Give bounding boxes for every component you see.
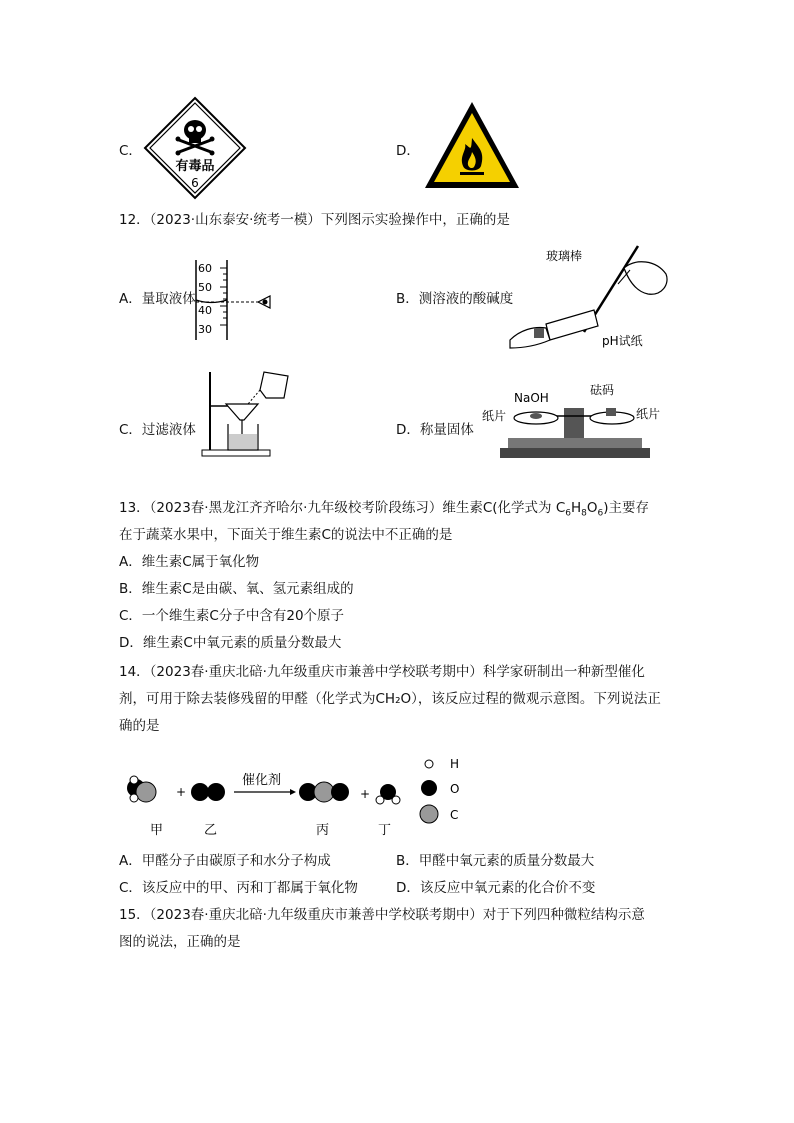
molecule-label: 甲: [150, 823, 164, 838]
q14-option-b: B．甲醛中氧元素的质量分数最大: [396, 853, 595, 869]
q13-option-d: D．维生素C中氧元素的质量分数最大: [119, 635, 342, 651]
carbon-dioxide-molecule: [299, 782, 349, 802]
filtration-figure: [200, 366, 300, 458]
naoh-label: NaOH: [514, 391, 549, 405]
eye-icon: [258, 296, 270, 308]
q13-stem-line2: 在于蔬菜水果中，下面关于维生素C的说法中不正确的是: [119, 527, 453, 543]
cylinder-tick-label: 60: [198, 262, 212, 275]
legend-label: H: [450, 757, 460, 771]
q14-option-d: D．该反应中氧元素的化合价不变: [396, 880, 596, 896]
cylinder-tick-label: 50: [198, 281, 212, 294]
q14-stem-line1: 14．（2023春·重庆北碚·九年级重庆市兼善中学校联考期中）科学家研制出一种新型催化: [119, 664, 645, 680]
balance-figure: [478, 378, 678, 464]
oxygen-molecule: [191, 783, 225, 801]
toxic-hazard-sign: [143, 96, 247, 200]
q13-option-c: C．一个维生素C分子中含有20个原子: [119, 608, 345, 624]
molecule-label: 丙: [316, 823, 330, 838]
q14-option-a: A．甲醛分子由碳原子和水分子构成: [119, 853, 331, 869]
flammable-warning-sign: [423, 100, 521, 192]
ph-paper-label: pH试纸: [602, 334, 643, 348]
q12-option-a: A．量取液体: [119, 291, 196, 307]
reaction-diagram: [120, 752, 480, 844]
q14-stem-line2: 剂，可用于除去装修残留的甲醛（化学式为CH₂O），该反应过程的微观示意图。下列说法正: [119, 691, 661, 707]
paper-left-label: 纸片: [482, 409, 507, 423]
glass-rod-label: 玻璃棒: [546, 249, 583, 263]
q14-option-c: C．该反应中的甲、丙和丁都属于氧化物: [119, 880, 358, 896]
cylinder-tick-label: 40: [198, 304, 212, 317]
plus-sign: +: [360, 787, 371, 801]
plus-sign: +: [176, 785, 187, 799]
legend-label: O: [450, 782, 460, 796]
paper-right-label: 纸片: [636, 407, 661, 421]
water-molecule: [376, 784, 400, 804]
cylinder-tick-label: 30: [198, 323, 212, 336]
molecule-label: 乙: [204, 823, 218, 838]
q12-stem: 12．（2023·山东泰安·统考一模）下列图示实验操作中，正确的是: [119, 212, 510, 228]
formaldehyde-molecule: [127, 776, 156, 802]
q12-option-c: C．过滤液体: [119, 422, 196, 438]
q12-option-d: D．称量固体: [396, 422, 474, 438]
q11-option-c-label: C．: [119, 143, 142, 159]
toxic-sign-number: 6: [191, 176, 199, 190]
q13-option-a: A．维生素C属于氧化物: [119, 554, 260, 570]
weight-label: 砝码: [590, 383, 615, 397]
q15-stem-line2: 图的说法，正确的是: [119, 934, 241, 950]
toxic-sign-text: 有毒品: [175, 159, 215, 174]
catalyst-label: 催化剂: [242, 773, 282, 788]
graduated-cylinder-figure: [190, 258, 280, 342]
q11-option-d-label: D．: [396, 143, 420, 159]
q13-stem-line1: 13．（2023春·黑龙江齐齐哈尔·九年级校考阶段练习）维生素C(化学式为 $C_6H_8O_6$)主要存: [119, 500, 650, 519]
legend-label: C: [450, 808, 459, 822]
atom-legend: [420, 757, 459, 823]
q12-option-b: B．测溶液的酸碱度: [396, 291, 514, 307]
q13-option-b: B．维生素C是由碳、氧、氢元素组成的: [119, 581, 354, 597]
molecule-label: 丁: [378, 823, 392, 838]
q15-stem-line1: 15．（2023春·重庆北碚·九年级重庆市兼善中学校联考期中）对于下列四种微粒结构示意: [119, 907, 645, 923]
q14-stem-line3: 确的是: [119, 718, 160, 734]
ph-test-figure: [506, 240, 676, 355]
